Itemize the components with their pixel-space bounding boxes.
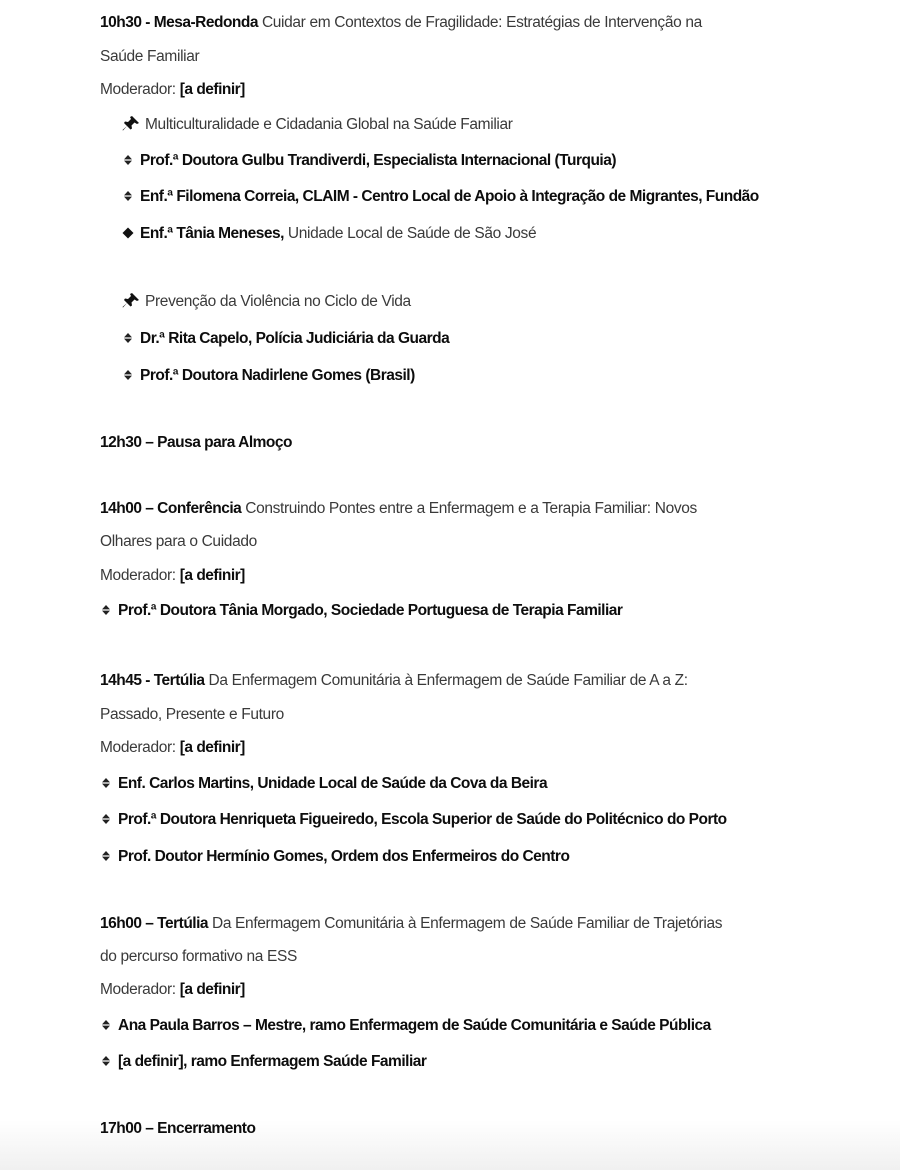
split-diamond-icon — [122, 190, 134, 202]
speaker-name: Prof.ª Doutora Nadirlene Gomes (Brasil) — [140, 367, 415, 384]
speaker-name: Prof. Doutor Hermínio Gomes, Ordem dos Enfermeiros do Centro — [118, 848, 570, 865]
split-diamond-icon — [122, 332, 134, 344]
speaker-name: Prof.ª Doutora Tânia Morgado, Sociedade Portuguesa de Terapia Familiar — [118, 602, 623, 619]
speaker-name: Prof.ª Doutora Gulbu Trandiverdi, Especialista Internacional (Turquia) — [140, 152, 617, 169]
speaker-item — [100, 847, 569, 867]
speaker-item — [100, 774, 547, 794]
speaker-item — [100, 1052, 426, 1072]
speaker-item — [100, 1016, 711, 1036]
speaker-name: Prof.ª Doutora Henriqueta Figueiredo, Escola Superior de Saúde do Politécnico do Porto — [118, 811, 727, 828]
session-time: 10h30 - Mesa-Redonda — [100, 14, 258, 31]
moderator-line — [100, 566, 245, 586]
session-title-continued: do percurso formativo na ESS — [100, 948, 297, 965]
speaker-item — [122, 329, 449, 349]
session-heading — [100, 433, 292, 453]
moderator-line — [100, 80, 245, 100]
moderator-line — [100, 980, 245, 1000]
speaker-item — [122, 224, 536, 244]
topic-title: Multiculturalidade e Cidadania Global na Saúde Familiar — [145, 116, 513, 133]
session-time: 14h00 – Conferência — [100, 500, 242, 517]
moderator-label: Moderador: — [100, 567, 176, 584]
pushpin-icon — [122, 292, 140, 308]
split-diamond-icon — [122, 369, 134, 381]
session-heading — [100, 1119, 255, 1139]
moderator-label: Moderador: — [100, 81, 176, 98]
split-diamond-icon — [100, 1055, 112, 1067]
session-time: 16h00 – Tertúlia — [100, 915, 209, 932]
session-heading — [100, 914, 722, 934]
speaker-name: Dr.ª Rita Capelo, Polícia Judiciária da Guarda — [140, 330, 450, 347]
session-heading — [100, 499, 697, 519]
moderator-line — [100, 738, 245, 758]
speaker-name: Ana Paula Barros – Mestre, ramo Enfermagem de Saúde Comunitária e Saúde Pública — [118, 1017, 711, 1034]
session-heading — [100, 671, 688, 691]
split-diamond-icon — [100, 1019, 112, 1031]
session-title: Construindo Pontes entre a Enfermagem e a Terapia Familiar: Novos — [245, 500, 697, 517]
session-title: Da Enfermagem Comunitária à Enfermagem de Saúde Familiar de Trajetórias — [211, 915, 723, 932]
split-diamond-icon — [100, 813, 112, 825]
session-time: 14h45 - Tertúlia — [100, 672, 205, 689]
solid-diamond-icon — [122, 227, 134, 239]
speaker-name: Enf.ª Tânia Meneses, — [140, 225, 284, 242]
pushpin-icon — [122, 115, 140, 131]
split-diamond-icon — [100, 777, 112, 789]
session-heading — [100, 13, 702, 33]
speaker-name: Enf.ª Filomena Correia, CLAIM - Centro Local de Apoio à Integração de Migrantes, Fundão — [140, 188, 759, 205]
session-title: Da Enfermagem Comunitária à Enfermagem de Saúde Familiar de A a Z: — [208, 672, 688, 689]
split-diamond-icon — [100, 604, 112, 616]
moderator-value: [a definir] — [179, 81, 245, 98]
topic-heading — [122, 115, 513, 135]
moderator-value: [a definir] — [179, 739, 245, 756]
moderator-value: [a definir] — [179, 981, 245, 998]
speaker-item — [122, 366, 415, 386]
session-title-continued: Passado, Presente e Futuro — [100, 706, 284, 723]
speaker-item — [122, 187, 759, 207]
moderator-label: Moderador: — [100, 739, 176, 756]
speaker-item — [122, 151, 616, 171]
session-time: 12h30 – Pausa para Almoço — [100, 434, 292, 451]
speaker-name: Enf. Carlos Martins, Unidade Local de Saúde da Cova da Beira — [118, 775, 548, 792]
speaker-name: [a definir], ramo Enfermagem Saúde Familiar — [118, 1053, 427, 1070]
session-title: Cuidar em Contextos de Fragilidade: Estratégias de Intervenção na — [261, 14, 702, 31]
speaker-item — [100, 810, 727, 830]
topic-title: Prevenção da Violência no Ciclo de Vida — [145, 293, 411, 310]
split-diamond-icon — [100, 850, 112, 862]
split-diamond-icon — [122, 154, 134, 166]
moderator-value: [a definir] — [179, 567, 245, 584]
moderator-label: Moderador: — [100, 981, 176, 998]
topic-heading — [122, 292, 411, 312]
speaker-item — [100, 601, 622, 621]
session-title-continued: Saúde Familiar — [100, 48, 200, 65]
speaker-affiliation: Unidade Local de Saúde de São José — [283, 225, 537, 242]
session-time: 17h00 – Encerramento — [100, 1120, 256, 1137]
session-title-continued: Olhares para o Cuidado — [100, 533, 257, 550]
